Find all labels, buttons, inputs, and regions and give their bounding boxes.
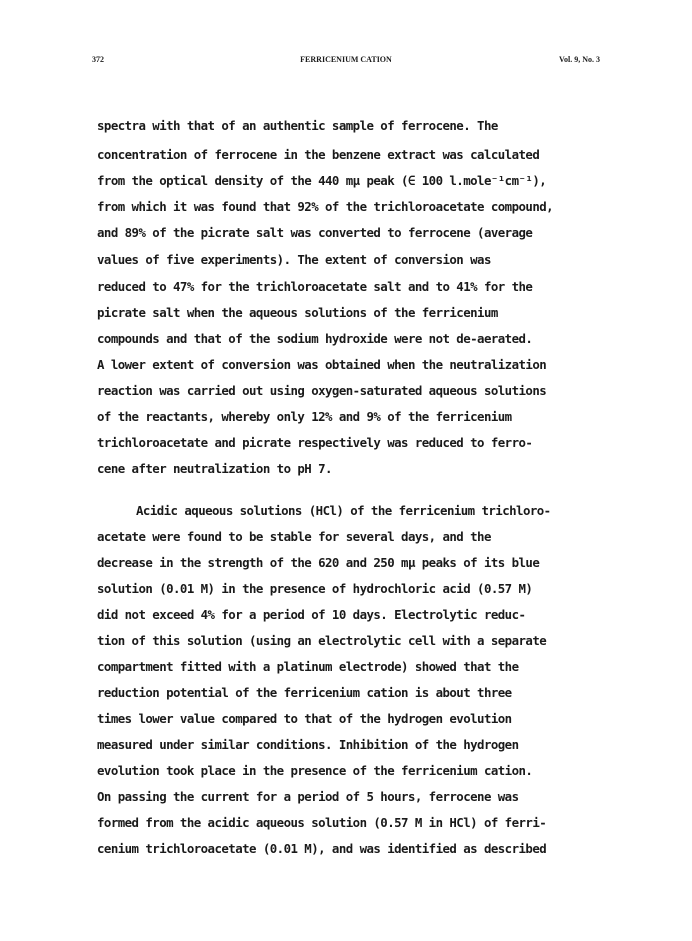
- text-line: formed from the acidic aqueous solution (0.57 M in HCl) of ferri-: [97, 815, 547, 830]
- text-line: concentration of ferrocene in the benzene extract was calculated: [97, 147, 540, 162]
- text-line: compartment fitted with a platinum electrode) showed that the: [97, 659, 519, 674]
- text-line: reduced to 47% for the trichloroacetate salt and to 41% for the: [97, 279, 533, 294]
- text-line: solution (0.01 M) in the presence of hydrochloric acid (0.57 M): [97, 581, 533, 596]
- text-line: trichloroacetate and picrate respectively was reduced to ferro-: [97, 435, 533, 450]
- text-line: measured under similar conditions. Inhibition of the hydrogen: [97, 737, 519, 752]
- text-line: times lower value compared to that of the hydrogen evolution: [97, 711, 512, 726]
- text-line: spectra with that of an authentic sample of ferrocene. The: [97, 118, 498, 133]
- text-line: from which it was found that 92% of the trichloroacetate compound,: [97, 199, 554, 214]
- text-line: reduction potential of the ferricenium cation is about three: [97, 685, 512, 700]
- text-line: tion of this solution (using an electrolytic cell with a separate: [97, 633, 547, 648]
- text-line: from the optical density of the 440 mμ peak (∈ 100 l.mole⁻¹cm⁻¹),: [97, 173, 547, 188]
- volume-issue: Vol. 9, No. 3: [558, 55, 600, 64]
- text-line: cene after neutralization to pH 7.: [97, 461, 332, 476]
- text-line: and 89% of the picrate salt was converted to ferrocene (average: [97, 225, 533, 240]
- text-line: On passing the current for a period of 5 hours, ferrocene was: [97, 789, 519, 804]
- text-line: evolution took place in the presence of the ferricenium cation.: [97, 763, 533, 778]
- text-line: did not exceed 4% for a period of 10 days. Electrolytic reduc-: [97, 607, 526, 622]
- text-line: compounds and that of the sodium hydroxide were not de-aerated.: [97, 331, 533, 346]
- text-line: cenium trichloroacetate (0.01 M), and was identified as described: [97, 841, 547, 856]
- running-title: FERRICENIUM CATION: [300, 55, 392, 64]
- text-line: Acidic aqueous solutions (HCl) of the ferricenium trichloro-: [136, 503, 551, 518]
- page-number: 372: [92, 55, 104, 64]
- running-header: [92, 55, 600, 69]
- text-line: picrate salt when the aqueous solutions of the ferricenium: [97, 305, 498, 320]
- text-line: A lower extent of conversion was obtained when the neutralization: [97, 357, 547, 372]
- text-line: acetate were found to be stable for several days, and the: [97, 529, 491, 544]
- text-line: reaction was carried out using oxygen-saturated aqueous solutions: [97, 383, 547, 398]
- text-line: decrease in the strength of the 620 and 250 mμ peaks of its blue: [97, 555, 540, 570]
- text-line: values of five experiments). The extent of conversion was: [97, 252, 491, 267]
- text-line: of the reactants, whereby only 12% and 9% of the ferricenium: [97, 409, 512, 424]
